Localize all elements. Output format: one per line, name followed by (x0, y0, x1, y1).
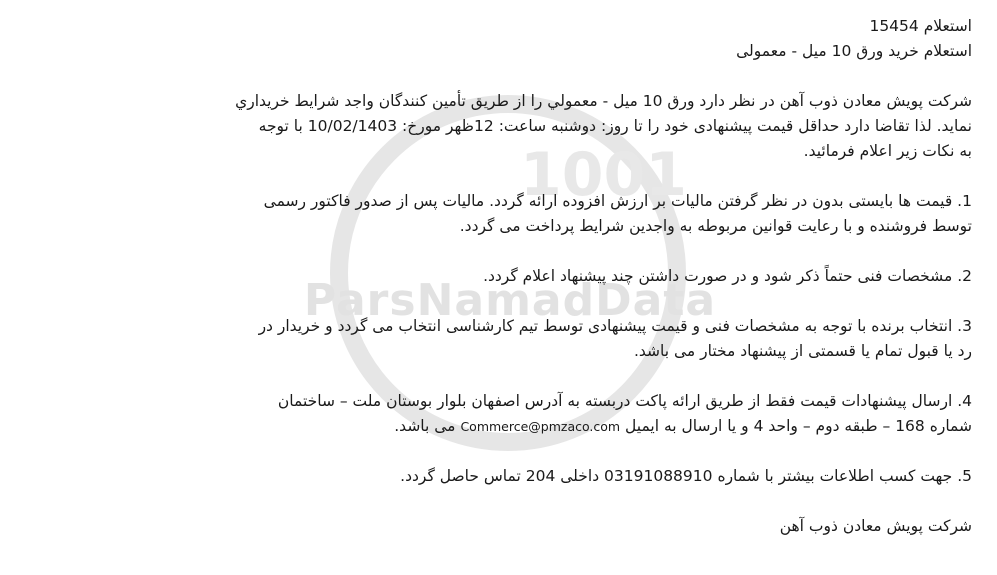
inquiry-number: استعلام 15454 (869, 17, 972, 35)
company-signature: شرکت پویش معادن ذوب آهن (779, 517, 972, 535)
intro-line-1: شرکت پویش معادن ذوب آهن در نظر دارد ورق 10 میل - معمولي را از طریق تأمین کنندگان واجد شرایط خریداري (235, 92, 972, 110)
watermark-number: 1001 (520, 140, 687, 210)
item-4-text-b: می باشد. (394, 417, 456, 435)
intro-line-3: به نکات زیر اعلام فرمائید. (803, 142, 972, 160)
item-3-line-2: رد یا قبول تمام یا قسمتی از پیشنهاد مختار می باشد. (633, 342, 972, 360)
item-3-line-1: 3. انتخاب برنده با توجه به مشخصات فنی و قیمت پیشنهادی توسط تیم کارشناسی انتخاب می گردد و خریدار در (258, 317, 972, 335)
watermark-brand: ParsNamadData (303, 275, 717, 326)
item-4-line-2 (30, 414, 972, 439)
email-link[interactable]: Commerce@pmzaco.com (460, 419, 621, 434)
inquiry-title: استعلام خرید ورق 10 میل - معمولی (736, 42, 972, 60)
inquiry-document (30, 14, 972, 539)
item-1-line-2: توسط فروشنده و با رعایت قوانین مربوطه به واجدین شرایط پرداخت می گردد. (459, 217, 972, 235)
item-2-line-1: 2. مشخصات فنی حتماً ذکر شود و در صورت داشتن چند پیشنهاد اعلام گردد. (483, 267, 972, 285)
item-4-text-a: شماره 168 – طبقه دوم – واحد 4 و یا ارسال به ایمیل (625, 417, 972, 435)
item-5-line-1: 5. جهت کسب اطلاعات بیشتر با شماره 03191088910 داخلی 204 تماس حاصل گردد. (400, 467, 972, 485)
intro-line-2: نماید. لذا تقاضا دارد حداقل قیمت پیشنهادی خود را تا روز: دوشنبه ساعت: 12ظهر مورخ: 10/02/1403 با توجه (258, 117, 972, 135)
item-1-line-1: 1. قیمت ها بایستی بدون در نظر گرفتن مالیات بر ارزش افزوده ارائه گردد. مالیات پس از صدور فاکتور رسمی (263, 192, 972, 210)
item-4-line-1: 4. ارسال پیشنهادات قیمت فقط از طریق ارائه پاکت دربسته به آدرس اصفهان بلوار بوستان ملت – ساختمان (277, 392, 972, 410)
